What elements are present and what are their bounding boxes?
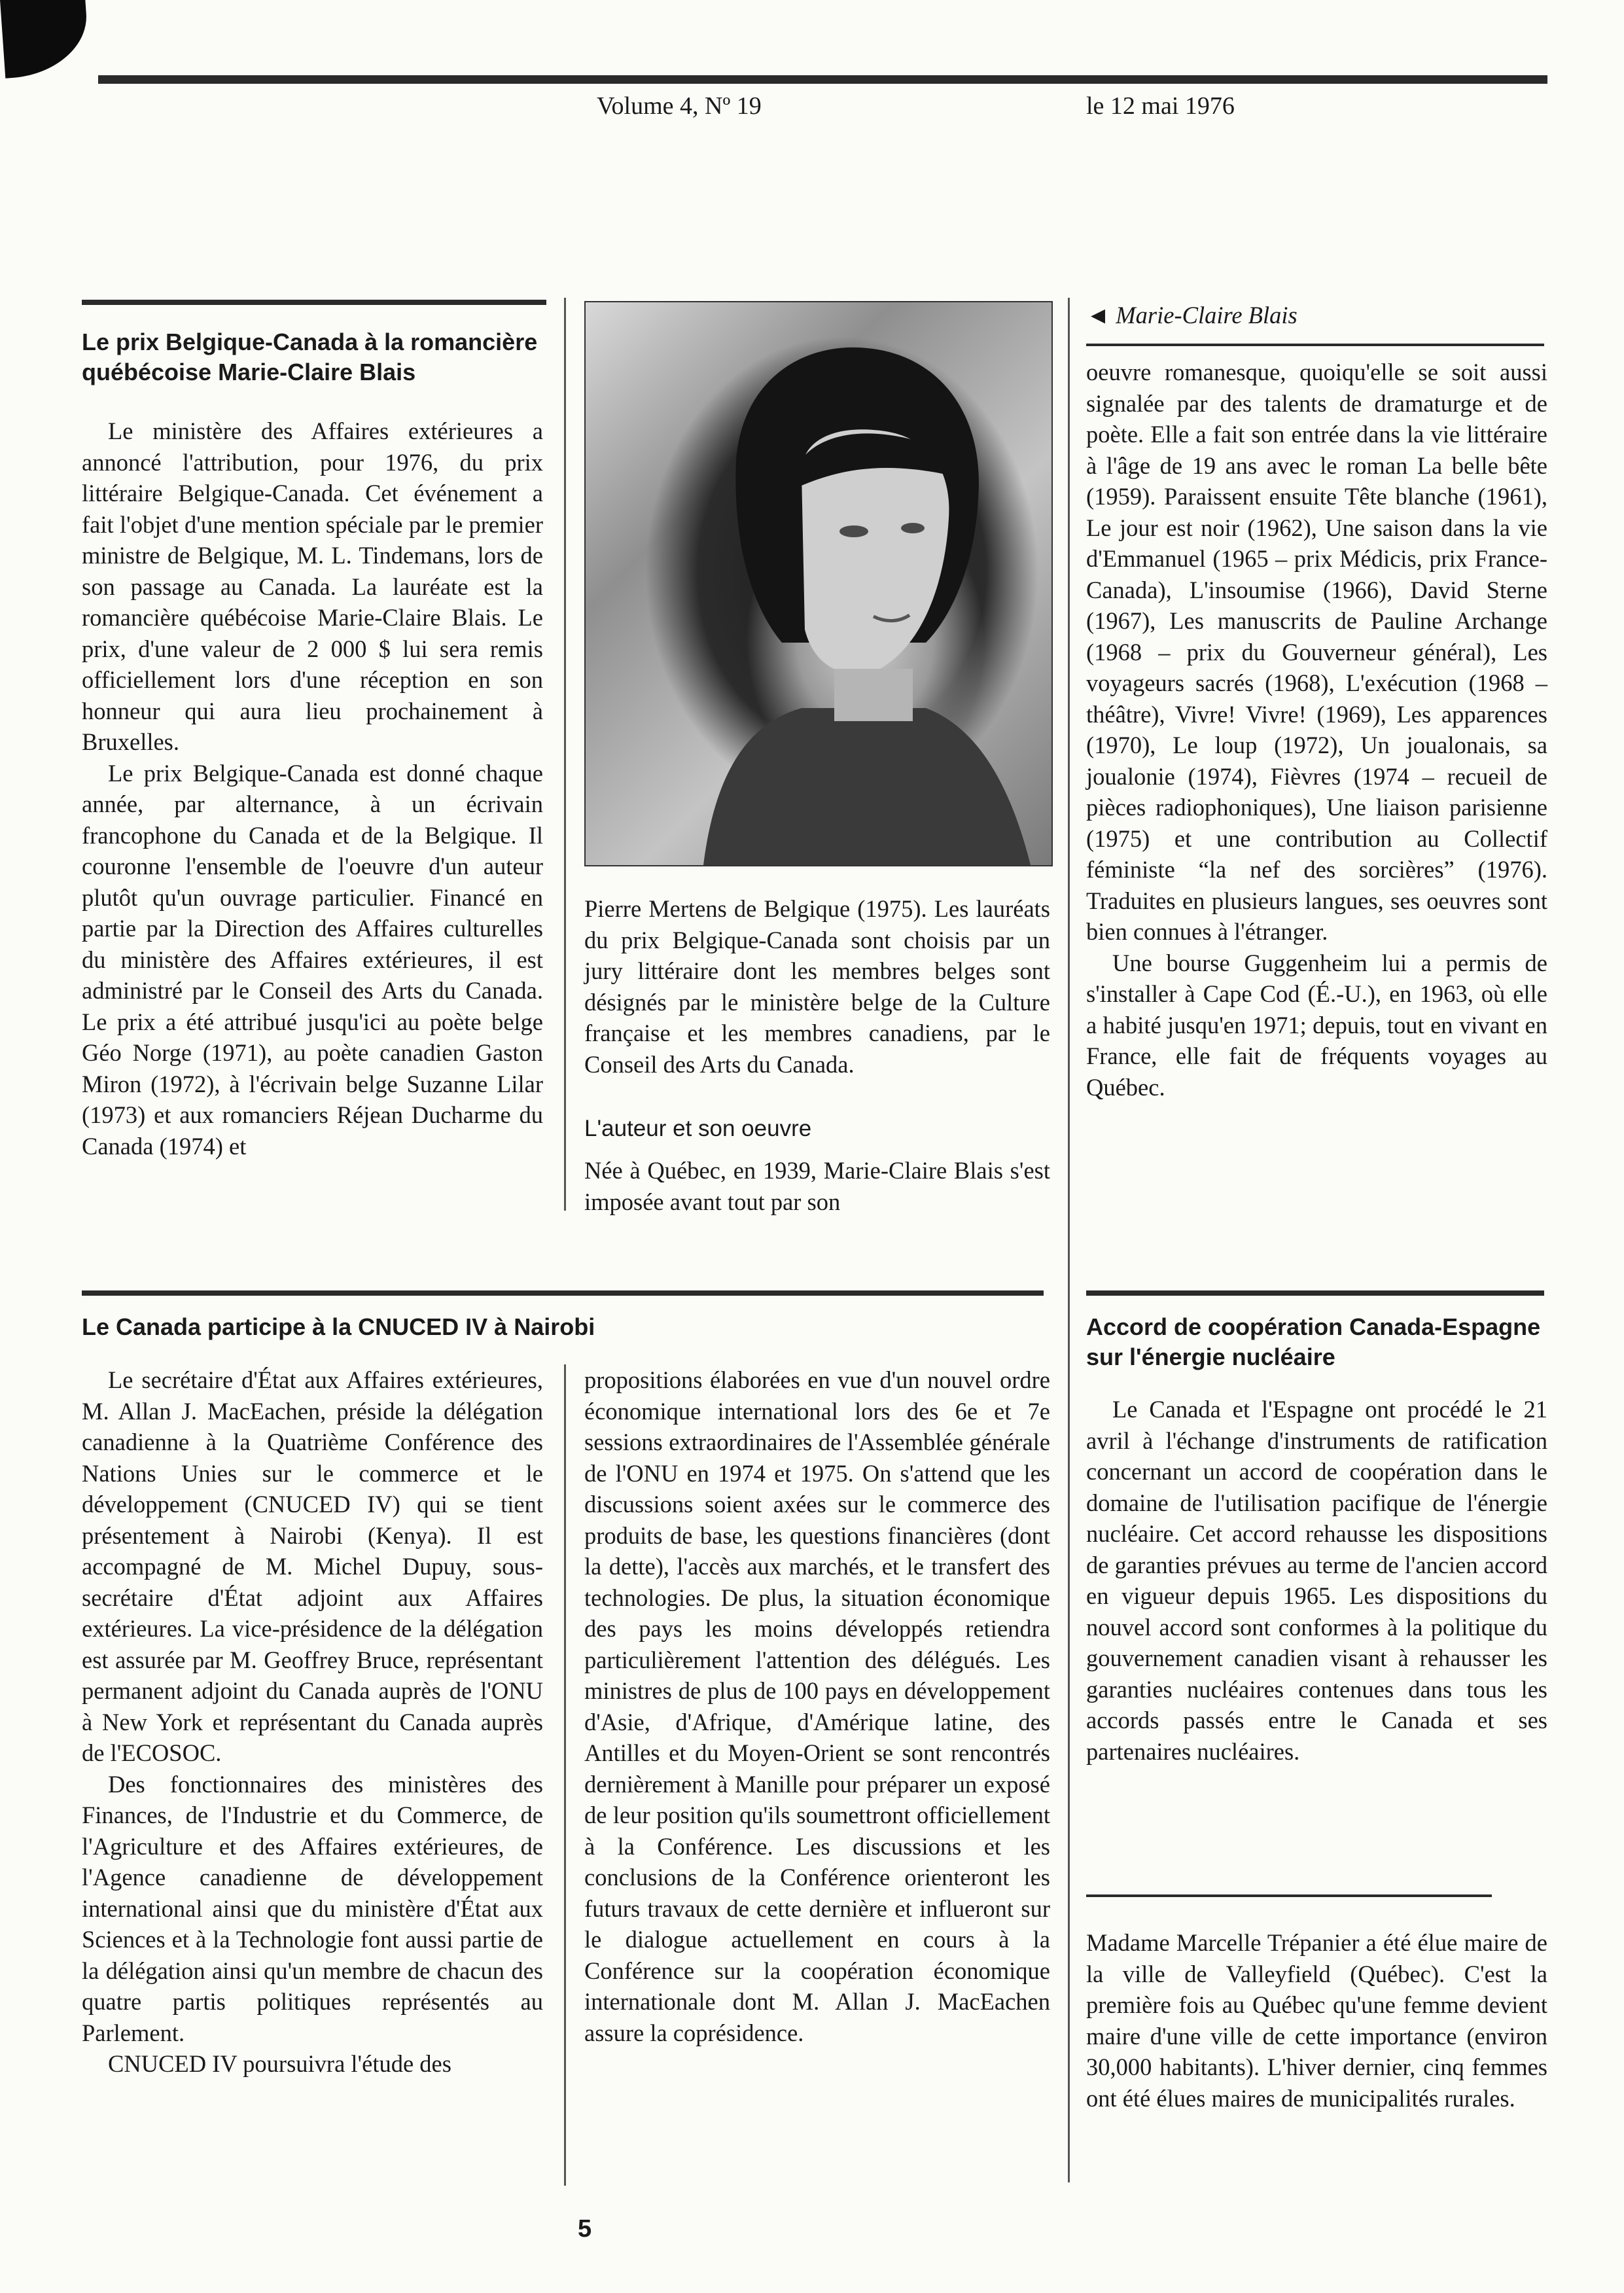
article-rule — [1086, 1290, 1544, 1296]
top-rule — [98, 75, 1547, 84]
caption-rule — [1086, 344, 1544, 346]
article-rule — [1086, 1894, 1492, 1897]
column-divider — [564, 298, 566, 1211]
portrait-photo — [584, 301, 1053, 866]
article-column — [584, 1155, 1050, 1217]
paragraph: Des fonctionnaires des ministères des Finances, de l'Industrie et du Commerce, de l'Agriculture et des Affaires extérieures, de l'Agence canadienne de développement international ainsi que du ministère d'État aux Sciences et à la Technologie font aussi partie de la délégation ainsi qu'un membre de chacun des quatre partis politiques représentés au Parlement. — [82, 1770, 543, 2046]
paragraph: Le secrétaire d'État aux Affaires extérieures, M. Allan J. MacEachen, préside la délégation canadienne à la Quatrième Conférence des Nations Unies sur le commerce et le développement (CNUCED IV) qui se tient présentement à Nairobi (Kenya). Il est accompagné de M. Michel Dupuy, sous-secrétaire d'État adjoint aux Affaires extérieures. La vice-présidence de la délégation est assurée par M. Geoffrey Bruce, représentant permanent adjoint du Canada auprès de l'ONU à New York et représentant du Canada auprès de l'ECOSOC. — [82, 1366, 543, 1766]
article-title: Le Canada participe à la CNUCED IV à Nairobi — [82, 1313, 595, 1340]
paragraph: Le ministère des Affaires extérieures a annoncé l'attribution, pour 1976, du prix littéraire Belgique-Canada. Cet événement a fait l'objet d'une mention spéciale par le premier ministre de Belgique, M. L. Tindemans, lors de son passage au Canada. La lauréate est la romancière québécoise Marie-Claire Blais. Le prix, d'une valeur de 2 000 $ lui sera remis officiellement lors d'une réception en son honneur qui aura lieu prochainement à Bruxelles. — [82, 418, 543, 755]
article-rule — [82, 300, 546, 305]
section-subhead: L'auteur et son oeuvre — [584, 1116, 812, 1141]
article-rule — [82, 1290, 1044, 1296]
paragraph: oeuvre romanesque, quoiqu'elle se soit aussi signalée par des talents de dramaturge et de poète. Elle a fait son entrée dans la vie littéraire à l'âge de 19 ans avec le roman La belle bête (1959). Paraissent ensuite Tête blanche (1961), Le jour est noir (1962), Une saison dans la vie d'Emmanuel (1965 – prix Médicis, prix France-Canada), L'insoumise (1966), David Sterne (1967), Les manuscrits de Pauline Archange (1968 – prix du Gouverneur général), Les voyageurs sacrés (1968), L'exécution (1968 – théâtre), Vivre! Vivre! (1969), Les apparences (1970), Le loup (1972), Un joualonais, sa joualonie (1974), Fièvres (1974 – recueil de pièces radiophoniques), Une liaison parisienne (1975) et une contribution au Collectif féministe “la nef des sorcières” (1976). Traduites en plusieurs langues, ses oeuvres sont bien connues à l'étranger. — [1086, 359, 1547, 945]
article-column — [82, 1364, 543, 2080]
column-divider — [564, 1364, 566, 2186]
scan-corner-shadow — [0, 0, 90, 79]
paragraph: Pierre Mertens de Belgique (1975). Les lauréats du prix Belgique-Canada sont choisis par un jury littéraire dont les membres belges sont désignés par le ministère belge de la Culture française et les membres canadiens, par le Conseil des Arts du Canada. — [584, 895, 1050, 1078]
article-column — [1086, 1927, 1547, 2114]
page-number: 5 — [578, 2215, 592, 2243]
paragraph: CNUCED IV poursuivra l'étude des — [108, 2050, 451, 2077]
article-column — [1086, 1394, 1547, 1767]
article-column — [82, 416, 543, 1162]
photo-caption: ◄ Marie-Claire Blais — [1086, 302, 1297, 329]
paragraph: Une bourse Guggenheim lui a permis de s'installer à Cape Cod (É.-U.), en 1963, où elle a habité jusqu'en 1971; depuis, tout en vivant en France, elle fait de fréquents voyages au Québec. — [1086, 949, 1547, 1101]
volume-number: Volume 4, Nº 19 — [597, 92, 762, 120]
article-column — [584, 1364, 1050, 2048]
paragraph: Madame Marcelle Trépanier a été élue maire de la ville de Valleyfield (Québec). C'est la première fois au Québec qu'une femme devient maire d'une ville de cette importance (environ 30,000 habitants). L'hiver dernier, cinq femmes ont été élues maires de municipalités rurales. — [1086, 1929, 1547, 2112]
article-title: Accord de coopération Canada-Espagne sur l'énergie nucléaire — [1086, 1313, 1541, 1370]
article-column — [1086, 357, 1547, 1103]
paragraph: Née à Québec, en 1939, Marie-Claire Blais s'est imposée avant tout par son — [584, 1157, 1050, 1215]
column-divider — [1068, 298, 1070, 2182]
paragraph: propositions élaborées en vue d'un nouvel ordre économique international lors des 6e et 7e sessions extraordinaires de l'Assemblée générale de l'ONU en 1974 et 1975. On s'attend que les discussions soient axées sur le commerce des produits de base, les questions financières (dont la dette), l'accès aux marchés, et le transfert des technologies. De plus, la situation économique des pays les moins développés retiendra particulièrement l'attention des délégués. Les ministres de plus de 100 pays en développement d'Asie, d'Afrique, d'Amérique latine, des Antilles et du Moyen-Orient se sont rencontrés dernièrement à Manille pour préparer un exposé de leur position qu'ils soumettront officiellement à la Conférence. Les discussions et les conclusions de la Conférence orienteront les futurs travaux de cette dernière et influeront sur le dialogue actuellement en cours à la Conférence sur la coopération économique internationale dont M. Allan J. MacEachen assure la coprésidence. — [584, 1366, 1050, 2046]
paragraph: Le prix Belgique-Canada est donné chaque année, par alternance, à un écrivain francophone du Canada et de la Belgique. Il couronne l'ensemble de l'oeuvre d'un auteur plutôt qu'un ouvrage particulier. Financé en partie par la Direction des Affaires culturelles du ministère des Affaires extérieures, il est administré par le Conseil des Arts du Canada. Le prix a été attribué jusqu'ici au poète belge Géo Norge (1971), au poète canadien Gaston Miron (1972), à l'écrivain belge Suzanne Lilar (1973) et aux romanciers Réjean Ducharme du Canada (1974) et — [82, 759, 543, 1160]
article-column — [584, 893, 1050, 1080]
portrait-illustration — [586, 302, 1051, 865]
paragraph: Le Canada et l'Espagne ont procédé le 21 avril à l'échange d'instruments de ratification concernant un accord de coopération dans le domaine de l'utilisation pacifique de l'énergie nucléaire. Cet accord rehausse les dispositions de garanties prévues au terme de l'ancien accord en vigueur depuis 1965. Les dispositions du nouvel accord sont conformes à la politique du gouvernement canadien visant à rehausser les garanties nucléaires contenues dans tous les accords passés entre le Canada et ses partenaires nucléaires. — [1086, 1396, 1547, 1765]
issue-date: le 12 mai 1976 — [1086, 92, 1235, 120]
article-title: Le prix Belgique-Canada à la romancière québécoise Marie-Claire Blais — [82, 329, 538, 385]
